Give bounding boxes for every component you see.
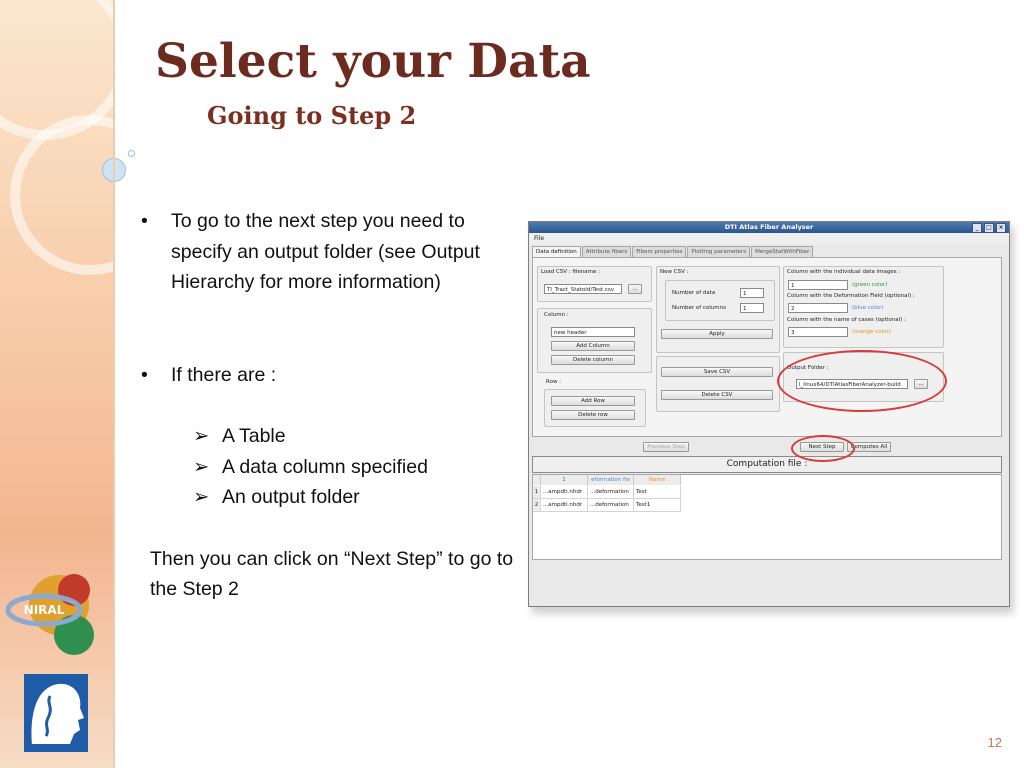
tab-attribute-fibers[interactable]: Attribute fibers bbox=[582, 246, 632, 258]
tab-merge-stat-with-fiber[interactable]: MergeStatWithFiber bbox=[751, 246, 813, 258]
conclusion-text: Then you can click on “Next Step” to go to the Step 2 bbox=[150, 547, 514, 600]
cases-name-label: Column with the name of cases (optional) : bbox=[787, 317, 906, 323]
column-group bbox=[537, 308, 652, 373]
delete-row-button[interactable]: Delete row bbox=[551, 410, 635, 420]
save-csv-button[interactable]: Save CSV bbox=[661, 367, 773, 377]
table-cell[interactable]: ...ampdti.nhdr bbox=[541, 486, 588, 499]
new-csv-label: New CSV : bbox=[660, 269, 689, 275]
window-controls bbox=[972, 223, 1006, 233]
add-column-button[interactable]: Add Column bbox=[551, 341, 635, 351]
sub-bullet-text: An output folder bbox=[222, 486, 360, 508]
new-csv-group bbox=[656, 266, 780, 353]
blue-color-hint: (blue color) bbox=[852, 305, 884, 311]
bullet-list bbox=[138, 206, 518, 605]
sub-bullet-item bbox=[138, 452, 518, 483]
csv-actions-group bbox=[656, 356, 780, 412]
sub-bullet-text: A data column specified bbox=[222, 455, 428, 478]
row-number: 1 bbox=[533, 486, 541, 499]
window-titlebar bbox=[529, 222, 1009, 233]
side-divider bbox=[113, 0, 115, 768]
table-cell[interactable]: ...deformation bbox=[588, 499, 634, 512]
individual-images-field[interactable]: 1 bbox=[788, 280, 848, 290]
window-title: DTI Atlas Fiber Analyser bbox=[724, 223, 814, 231]
column-label: Column : bbox=[544, 312, 569, 318]
number-of-columns-spin[interactable]: 1 bbox=[740, 303, 764, 313]
table-cell[interactable]: ...deformation bbox=[588, 486, 634, 499]
bullet-item bbox=[138, 360, 518, 391]
niral-logo bbox=[4, 560, 104, 660]
tab-data-definition[interactable]: Data definition bbox=[532, 246, 581, 258]
csv-filename-field[interactable]: Tl_Tract_StatoId/Test.csv bbox=[544, 284, 622, 294]
number-of-data-spin[interactable]: 1 bbox=[740, 288, 764, 298]
computation-file-label: Computation file : bbox=[532, 456, 1002, 473]
row-group bbox=[544, 389, 646, 427]
slide-subtitle: Going to Step 2 bbox=[207, 101, 417, 130]
head-profile-icon bbox=[24, 674, 88, 752]
deformation-field-label: Column with the Deformation Field (optional) : bbox=[787, 293, 915, 299]
delete-csv-button[interactable]: Delete CSV bbox=[661, 390, 773, 400]
individual-images-label: Column with the individual data images : bbox=[787, 269, 901, 275]
table-header[interactable]: eformation fie bbox=[588, 475, 634, 485]
logo-text: NIRAL bbox=[23, 603, 65, 617]
number-of-data-label: Number of data bbox=[672, 290, 716, 296]
close-icon[interactable]: × bbox=[996, 223, 1006, 233]
slicer-logo bbox=[24, 674, 88, 752]
table-cell[interactable]: Test1 bbox=[634, 499, 681, 512]
table-corner bbox=[533, 475, 541, 485]
new-csv-inner bbox=[665, 280, 775, 321]
bullet-text: If there are : bbox=[171, 363, 277, 386]
table-header[interactable]: 1 bbox=[541, 475, 588, 485]
csv-browse-button[interactable]: ... bbox=[628, 284, 642, 294]
sub-bullet-item bbox=[138, 421, 518, 452]
arrow-bullet-icon: ➢ bbox=[193, 425, 210, 447]
table-header[interactable]: Name bbox=[634, 475, 681, 485]
page-number: 12 bbox=[987, 735, 1002, 750]
tab-fibers-properties[interactable]: Fibers properties bbox=[632, 246, 686, 258]
number-of-columns-label: Number of columns bbox=[672, 305, 727, 311]
bullet-dot: • bbox=[141, 210, 148, 232]
deformation-field-field[interactable]: 2 bbox=[788, 303, 848, 313]
data-table[interactable] bbox=[532, 474, 1002, 560]
table-cell[interactable]: ...ampdti.nhdr bbox=[541, 499, 588, 512]
minimize-icon[interactable]: _ bbox=[972, 223, 982, 233]
add-row-button[interactable]: Add Row bbox=[551, 396, 635, 406]
sub-bullet-item bbox=[138, 482, 518, 513]
row-label: Row : bbox=[546, 379, 562, 385]
bullet-dot: • bbox=[141, 363, 148, 386]
tab-plotting-parameters[interactable]: Plotting parameters bbox=[687, 246, 750, 258]
arrow-bullet-icon: ➢ bbox=[193, 455, 210, 478]
app-window bbox=[528, 221, 1010, 607]
columns-group bbox=[783, 266, 944, 348]
data-definition-pane bbox=[532, 257, 1002, 437]
output-folder-field[interactable]: l_linux64/DTIAtlasFiberAnalyzer-build bbox=[796, 379, 908, 389]
green-color-hint: (green color) bbox=[852, 282, 888, 288]
sub-bullet-text: A Table bbox=[222, 425, 286, 447]
maximize-icon[interactable]: □ bbox=[984, 223, 994, 233]
arrow-bullet-icon: ➢ bbox=[193, 486, 210, 508]
bullet-text: To go to the next step you need to specify an output folder (see Output Hierarchy for more information) bbox=[171, 210, 480, 293]
decorative-bubble bbox=[128, 150, 135, 157]
next-step-button[interactable]: Next Step bbox=[800, 442, 844, 452]
row-number: 2 bbox=[533, 499, 541, 512]
output-folder-label: Output Folder : bbox=[787, 365, 829, 371]
output-folder-browse-button[interactable]: ... bbox=[914, 379, 928, 389]
column-header-input[interactable]: new header bbox=[551, 327, 635, 337]
bullet-item bbox=[138, 206, 518, 298]
delete-column-button[interactable]: Delete column bbox=[551, 355, 635, 365]
load-csv-label: Load CSV : filename : bbox=[541, 269, 600, 275]
computes-all-button[interactable]: Computes All bbox=[847, 442, 891, 452]
next-step-highlight bbox=[791, 435, 855, 462]
menu-file[interactable]: File bbox=[534, 235, 545, 242]
table-cell[interactable]: Test bbox=[634, 486, 681, 499]
previous-step-button[interactable]: Previous Step bbox=[643, 442, 689, 452]
head-shape bbox=[32, 684, 84, 744]
output-folder-highlight bbox=[777, 350, 947, 412]
orange-color-hint: (orange color) bbox=[852, 329, 891, 335]
slide-title: Select your Data bbox=[155, 34, 591, 89]
load-csv-group bbox=[537, 266, 652, 302]
apply-button[interactable]: Apply bbox=[661, 329, 773, 339]
cases-name-field[interactable]: 3 bbox=[788, 327, 848, 337]
menubar bbox=[529, 233, 1009, 244]
